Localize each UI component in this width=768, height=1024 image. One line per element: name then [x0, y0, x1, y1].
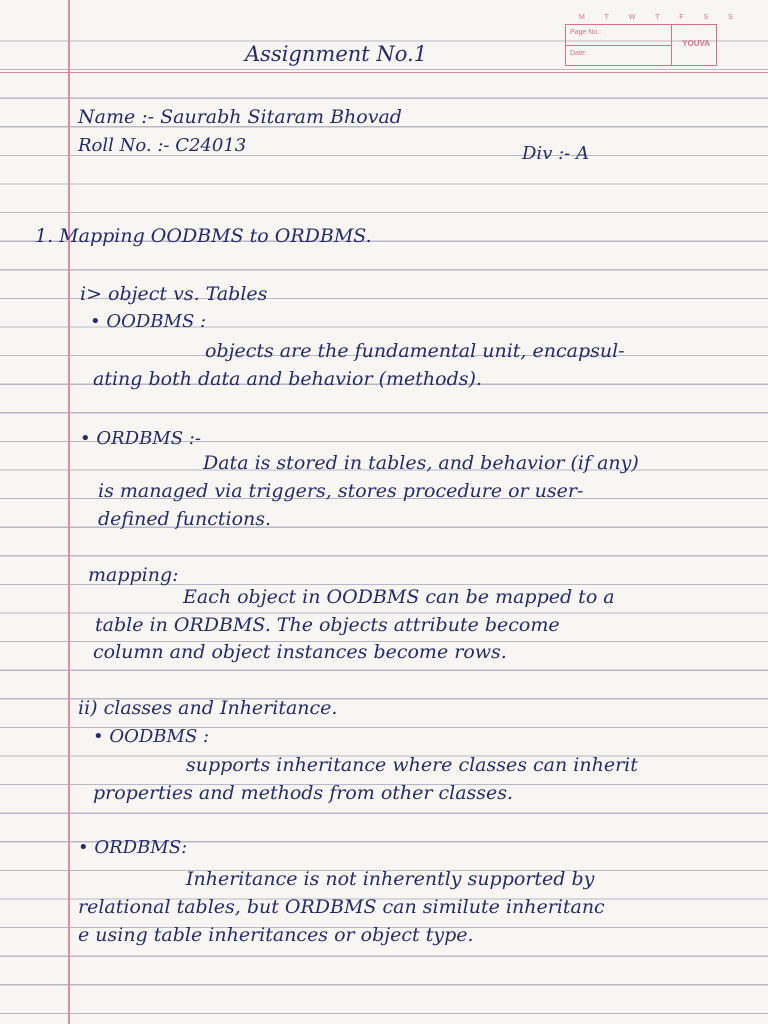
bullet-heading: • OODBMS :	[90, 311, 207, 332]
page-date-box	[565, 24, 717, 66]
body-line: Each object in OODBMS can be mapped to a	[183, 586, 615, 608]
body-line: properties and methods from other classes.	[93, 782, 514, 804]
body-line: table in ORDBMS. The objects attribute become	[95, 614, 560, 636]
bullet-heading: • OODBMS :	[93, 726, 210, 747]
body-line: Inheritance is not inherently supported by	[186, 868, 595, 890]
body-line: is managed via triggers, stores procedure or user-	[98, 480, 584, 502]
page-header-line	[0, 72, 768, 73]
subsection-heading: mapping:	[88, 564, 179, 586]
page-stamp	[565, 14, 742, 66]
weekday-row: M T W T F S S	[579, 14, 742, 21]
date-label: Date:	[570, 50, 587, 57]
question-heading: 1. Mapping OODBMS to ORDBMS.	[35, 225, 372, 247]
brand-logo: YOUVA	[682, 39, 710, 48]
body-line: column and object instances become rows.	[93, 641, 507, 663]
student-name: Name :- Saurabh Sitaram Bhovad	[78, 106, 402, 128]
bullet-heading: • ORDBMS:	[78, 837, 188, 858]
body-line: ating both data and behavior (methods).	[93, 368, 482, 390]
body-line: objects are the fundamental unit, encapsul-	[205, 340, 625, 362]
section-heading: i> object vs. Tables	[80, 283, 268, 305]
body-line: e using table inheritances or object type.	[78, 924, 474, 946]
body-line: relational tables, but ORDBMS can similute inheritanc	[78, 896, 605, 918]
section-heading: ii) classes and Inheritance.	[78, 697, 338, 719]
roll-number: Roll No. :- C24013	[78, 135, 247, 156]
body-line: Data is stored in tables, and behavior (if any)	[203, 452, 639, 474]
body-line: defined functions.	[98, 508, 272, 530]
assignment-title: Assignment No.1	[245, 42, 428, 66]
page-margin-line	[68, 0, 70, 1024]
bullet-heading: • ORDBMS :-	[80, 428, 201, 449]
division: Div :- A	[522, 143, 589, 164]
body-line: supports inheritance where classes can inherit	[186, 754, 638, 776]
page-no-label: Page No.:	[570, 29, 602, 36]
